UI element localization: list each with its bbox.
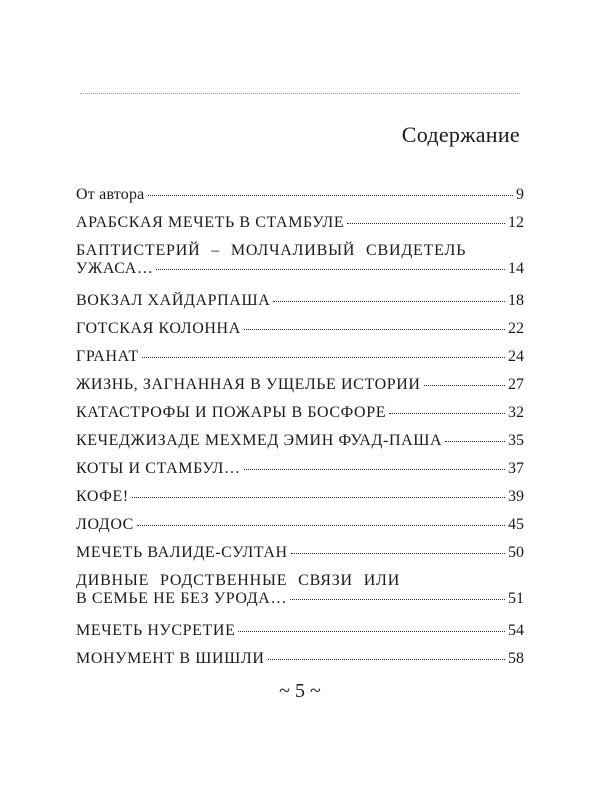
toc-entry-page: 32 xyxy=(508,404,524,421)
toc-entry[interactable] xyxy=(76,622,524,640)
dot-leader xyxy=(238,630,505,632)
toc-entry-page: 27 xyxy=(508,376,524,393)
toc-entry[interactable] xyxy=(76,348,524,366)
toc-entry-title: ВОКЗАЛ ХАЙДАРПАША xyxy=(76,292,271,309)
toc-entry[interactable] xyxy=(76,376,524,394)
toc-entry-title: КОТЫ И СТАМБУЛ… xyxy=(76,460,241,477)
dot-leader xyxy=(389,412,505,414)
toc-entry-title: КОФЕ! xyxy=(76,488,129,505)
dot-leader xyxy=(156,268,505,270)
toc-entry[interactable] xyxy=(76,544,524,562)
dot-leader xyxy=(347,222,505,224)
toc-entry-title: От автора xyxy=(76,186,145,203)
dot-leader xyxy=(244,468,505,470)
dot-leader xyxy=(137,524,505,526)
toc-entry-page: 58 xyxy=(508,650,524,667)
toc-entry[interactable] xyxy=(76,650,524,668)
toc-entry-title-line1: БАПТИСТЕРИЙ – МОЛЧАЛИВЫЙ СВИДЕТЕЛЬ xyxy=(76,242,467,259)
toc-entry-title: ЛОДОС xyxy=(76,516,134,533)
toc-entry-page: 24 xyxy=(508,348,524,365)
dot-leader xyxy=(290,598,505,600)
toc-entry-title-line1: ДИВНЫЕ РОДСТВЕННЫЕ СВЯЗИ ИЛИ xyxy=(76,572,401,589)
toc-entry-page: 12 xyxy=(508,214,524,231)
toc-entry-title: АРАБСКАЯ МЕЧЕТЬ В СТАМБУЛЕ xyxy=(76,214,345,231)
toc-entry[interactable] xyxy=(76,292,524,310)
top-dotted-rule xyxy=(80,93,520,94)
toc-entry[interactable] xyxy=(76,488,524,506)
toc-entry[interactable] xyxy=(76,186,524,204)
toc-entry[interactable] xyxy=(76,242,524,278)
toc-entry-page: 14 xyxy=(508,260,524,277)
toc-entry[interactable] xyxy=(76,214,524,232)
toc-entry[interactable] xyxy=(76,460,524,478)
toc-entry-page: 50 xyxy=(508,544,524,561)
toc-entry-page: 22 xyxy=(508,320,524,337)
toc-entry-title: ЖИЗНЬ, ЗАГНАННАЯ В УЩЕЛЬЕ ИСТОРИИ xyxy=(76,376,421,393)
dot-leader xyxy=(445,440,505,442)
toc-entry[interactable] xyxy=(76,320,524,338)
toc-entry-page: 37 xyxy=(508,460,524,477)
toc-entry-title: МЕЧЕТЬ ВАЛИДЕ-СУЛТАН xyxy=(76,544,288,561)
dot-leader xyxy=(291,552,505,554)
toc-entry-title: УЖАСА… xyxy=(76,260,154,277)
toc-entry-page: 18 xyxy=(508,292,524,309)
toc-entry-title: КЕЧЕДЖИЗАДЕ МЕХМЕД ЭМИН ФУАД-ПАША xyxy=(76,432,443,449)
dot-leader xyxy=(132,496,505,498)
toc-entry[interactable] xyxy=(76,572,524,608)
dot-leader xyxy=(244,328,505,330)
toc-entry[interactable] xyxy=(76,516,524,534)
dot-leader xyxy=(268,658,505,660)
dot-leader xyxy=(424,384,505,386)
toc-entry-page: 35 xyxy=(508,432,524,449)
toc-entry-page: 54 xyxy=(508,622,524,639)
toc-entry-title: МОНУМЕНТ В ШИШЛИ xyxy=(76,650,265,667)
page-number: ~ 5 ~ xyxy=(279,680,321,702)
toc-entry-title: В СЕМЬЕ НЕ БЕЗ УРОДА… xyxy=(76,590,288,607)
toc-entry-title: ГОТСКАЯ КОЛОННА xyxy=(76,320,241,337)
toc-entry-page: 39 xyxy=(508,488,524,505)
dot-leader xyxy=(273,300,505,302)
toc-entry-page: 45 xyxy=(508,516,524,533)
toc-entry[interactable] xyxy=(76,404,524,422)
toc-entry-title: ГРАНАТ xyxy=(76,348,139,365)
toc-entry-title: МЕЧЕТЬ НУСРЕТИЕ xyxy=(76,622,236,639)
dot-leader xyxy=(142,356,505,358)
toc-entry-page: 9 xyxy=(516,186,524,203)
toc-entry-page: 51 xyxy=(508,590,524,607)
dot-leader xyxy=(148,194,514,196)
toc-entry[interactable] xyxy=(76,432,524,450)
page-title: Содержание xyxy=(401,122,520,147)
toc-entry-title: КАТАСТРОФЫ И ПОЖАРЫ В БОСФОРЕ xyxy=(76,404,387,421)
